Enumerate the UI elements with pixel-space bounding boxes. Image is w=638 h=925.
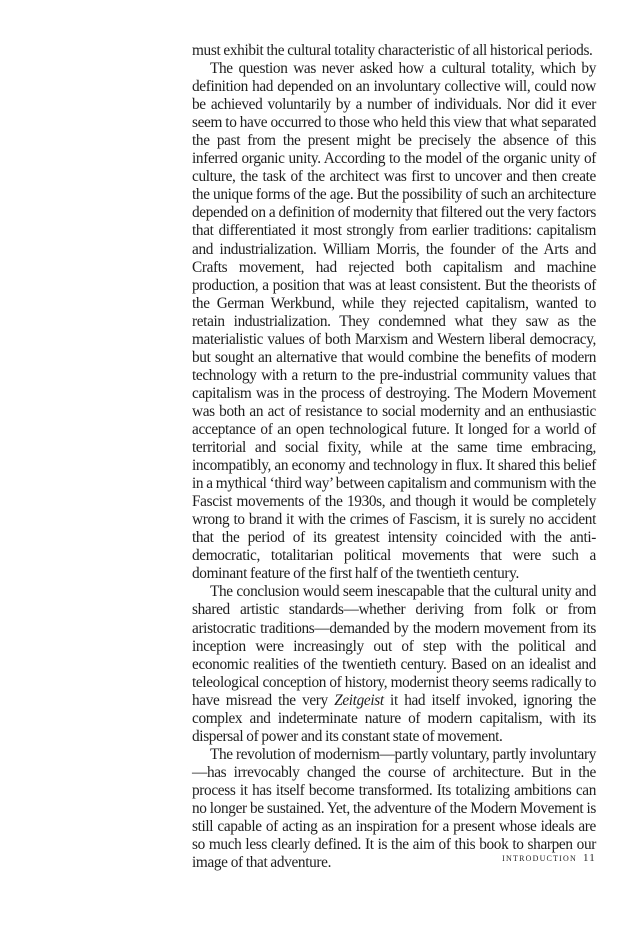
paragraph-1: [192, 42, 596, 60]
paragraph-3-text-end: it had itself invoked, ignoring the complex and indeterminate nature of modern capitalism, with its dispersal of power and its constant state of movement.: [192, 691, 597, 745]
zeitgeist-italic: Zeitgeist: [334, 691, 384, 709]
footer-section-title: introduction: [502, 852, 577, 864]
page-number: 11: [583, 852, 596, 864]
paragraph-4-text: The revolution of modernism—partly voluntary, partly involuntary—has irrevocably changed the course of architecture. But in the process it has itself become transformed. Its totalizing ambitions can no longer be sustained. Yet, the adventure of the Modern Movement is still capable of acting as an inspiration for a present whose ideals are so much less clearly defined. It is the aim of this book to sharpen our image of that adventure.: [192, 745, 596, 872]
paragraph-1-text: must exhibit the cultural totality characteristic of all historical periods.: [192, 42, 593, 59]
paragraph-2-text: The question was never asked how a cultural totality, which by definition had depended on an involuntary collective will, could now be achieved voluntarily by a number of individuals. Nor did it ever seem to have occurred to those who held this view that what separated the past from the present might be precisely the absence of this inferred organic unity. According to the model of the organic unity of culture, the task of the architect was first to uncover and then create the unique forms of the age. But the possibility of such an architecture depended on a definition of modernity that filtered out the very factors that differentiated it most strongly from earlier traditions: capitalism and industrialization. William Morris, the founder of the Arts and Crafts movement, had rejected both capitalism and machine production, a position that was at least consistent. But the theorists of the German Werkbund, while they rejected capitalism, wanted to retain industrialization. They condemned what they saw as the materialistic values of both Marxism and Western liberal democracy, but sought an alternative that would combine the benefits of modern technology with a return to the pre-industrial community values that capitalism was in the process of destroying. The Modern Movement was both an act of resistance to social modernity and an enthusiastic acceptance of an open technological future. It longed for a world of territorial and social fixity, while at the same time embracing, incompatibly, an economy and technology in flux. It shared this belief in a mythical ‘third way’ between capitalism and communism with the Fascist movements of the 1930s, and though it would be completely wrong to brand it with the crimes of Fascism, it is surely no accident that the period of its greatest intensity coincided with the anti-democratic, totalitarian political movements that were such a dominant feature of the first half of the twentieth century.: [192, 60, 596, 583]
running-footer: [192, 852, 596, 864]
body-text: [192, 42, 596, 872]
paragraph-2: [192, 60, 596, 583]
paragraph-3: [192, 583, 596, 745]
paragraph-3-text-start: The conclusion would seem inescapable that the cultural unity and shared artistic standards—whether deriving from folk or from aristocratic traditions—demanded by the modern movement from its inception were increasingly out of step with the political and economic realities of the twentieth century. Based on an idealist and teleological conception of history, modernist theory seems radically to have misread the very: [192, 583, 596, 709]
